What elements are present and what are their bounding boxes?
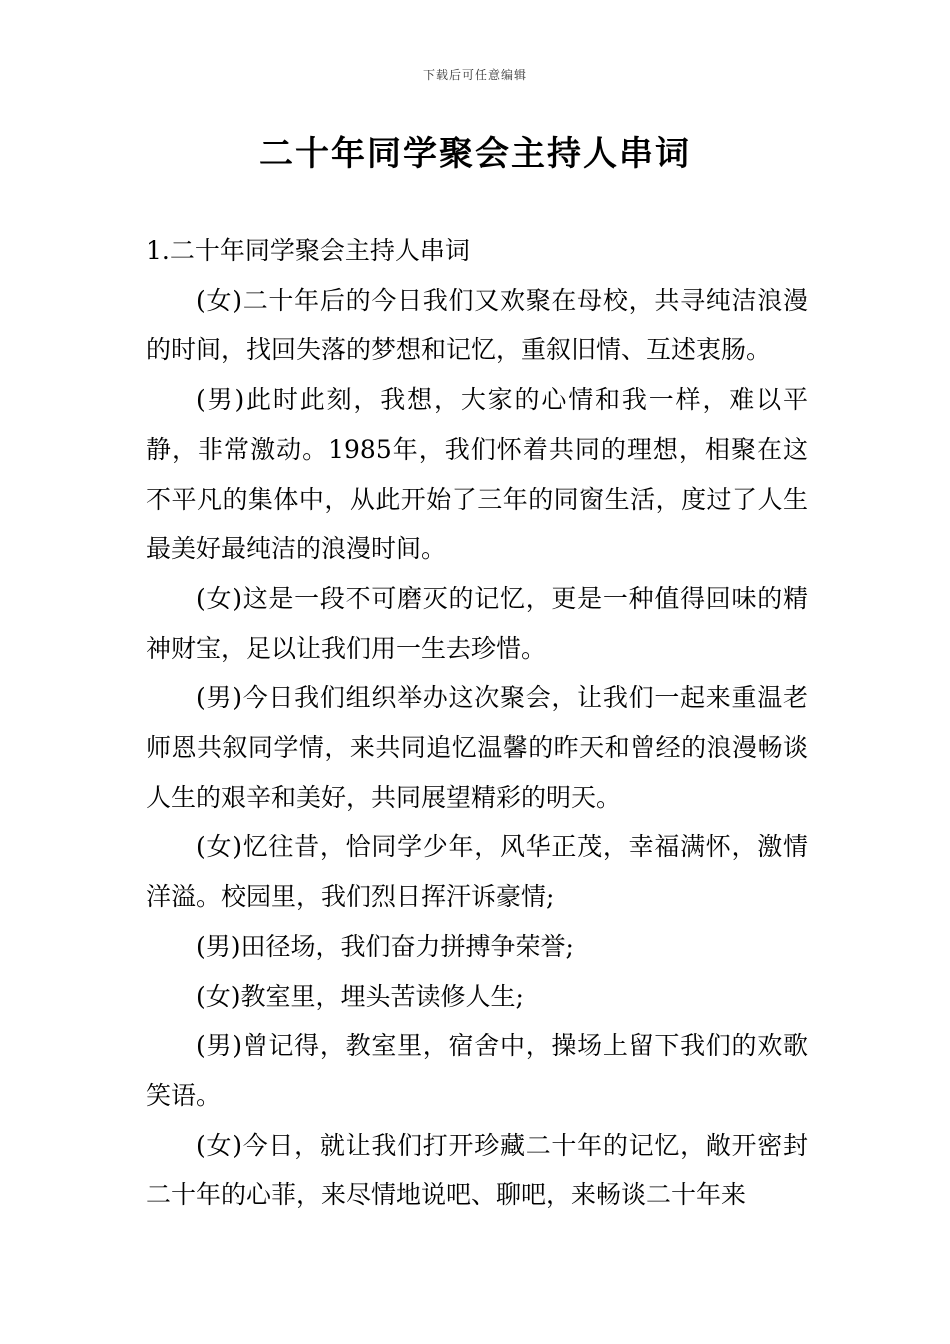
paragraph: (男)此时此刻，我想，大家的心情和我一样，难以平静，非常激动。1985年，我们怀着共同的理想，相聚在这不平凡的集体中，从此开始了三年的同窗生活，度过了人生最美好最纯洁的浪漫时间。 — [146, 385, 808, 564]
paragraph: (男)田径场，我们奋力拼搏争荣誉; — [196, 931, 574, 961]
paragraph: (女)这是一段不可磨灭的记忆，更是一种值得回味的精神财宝，足以让我们用一生去珍惜。 — [146, 583, 808, 663]
paragraph: (女)教室里，埋头苦读修人生; — [196, 981, 524, 1011]
document-body — [146, 226, 808, 1220]
paragraph: (女)忆往昔，恰同学少年，风华正茂，幸福满怀，激情洋溢。校园里，我们烈日挥汗诉豪情; — [146, 832, 808, 912]
paragraph: (女)二十年后的今日我们又欢聚在母校，共寻纯洁浪漫的时间，找回失落的梦想和记忆，重叙旧情、互述衷肠。 — [146, 285, 808, 365]
header-note: 下载后可任意编辑 — [422, 68, 527, 82]
section-heading: 1.二十年同学聚会主持人串词 — [146, 236, 470, 265]
paragraph: (女)今日，就让我们打开珍藏二十年的记忆，敞开密封二十年的心菲，来尽情地说吧、聊吧，来畅谈二十年来 — [146, 1130, 808, 1210]
document-title: 二十年同学聚会主持人串词 — [259, 134, 691, 174]
paragraph: (男)今日我们组织举办这次聚会，让我们一起来重温老师恩共叙同学情，来共同追忆温馨的昨天和曾经的浪漫畅谈人生的艰辛和美好，共同展望精彩的明天。 — [146, 683, 808, 812]
paragraph: (男)曾记得，教室里，宿舍中，操场上留下我们的欢歌笑语。 — [146, 1031, 808, 1110]
